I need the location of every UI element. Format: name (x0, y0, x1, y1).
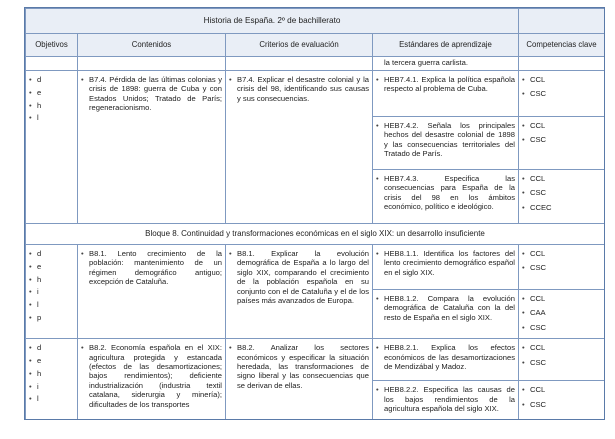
objetivo-item: • e (29, 356, 74, 365)
competencias-cell (519, 290, 605, 339)
competencia-item: • CSC (522, 135, 601, 144)
competencia-item: • CSC (522, 323, 601, 332)
criterio-text: • B7.4. Explicar el desastre colonial y la crisis del 98, identificando sus causas y sus consecuencias. (229, 75, 369, 103)
criterio-text: • B8.2. Analizar los sectores económicos y especificar la situación heredada, las transformaciones de signo liberal y las consecuencias que se derivan de ellas. (229, 343, 369, 390)
cont-criterios (226, 57, 373, 71)
estandar-cell (373, 290, 519, 339)
col-header-objetivos: Objetivos (26, 34, 78, 57)
table-title-blank (519, 9, 605, 34)
col-header-estandares: Estándares de aprendizaje (373, 34, 519, 57)
competencia-item: • CSC (522, 263, 601, 272)
cont-objetivos (26, 57, 78, 71)
objetivo-item: • d (29, 343, 74, 352)
competencia-item: • CCL (522, 75, 601, 84)
b7-objetivos (26, 71, 78, 224)
competencia-item: • CSC (522, 89, 601, 98)
estandar-text: • HEB7.4.1. Explica la política española respecto al problema de Cuba. (376, 75, 515, 94)
competencia-item: • CCL (522, 174, 601, 183)
competencia-item: • CSC (522, 188, 601, 197)
competencias-cell (519, 381, 605, 420)
curriculum-table-frame (24, 7, 605, 420)
cont-estandar-text: la tercera guerra carlista. (373, 57, 519, 71)
b7-criterios (226, 71, 373, 224)
contenido-text: • B7.4. Pérdida de las últimas colonias y crisis de 1898: guerra de Cuba y con Estados Unidos; Tratado de París; regeneracionismo. (81, 75, 222, 113)
competencias-cell (519, 339, 605, 381)
estandar-cell (373, 339, 519, 381)
objetivo-item: • h (29, 275, 74, 284)
b7-contenidos (78, 71, 226, 224)
estandar-text: • HEB8.2.2. Especifica las causas de los bajos rendimientos de la agricultura española del siglo XIX. (376, 385, 515, 413)
objetivo-item: • e (29, 88, 74, 97)
b81-objetivos (26, 245, 78, 339)
estandar-text: • HEB7.4.2. Señala los principales hechos del desastre colonial de 1898 y las consecuencias territoriales del Tratado de París. (376, 121, 515, 159)
estandar-cell (373, 170, 519, 224)
objetivo-item: • l (29, 300, 74, 309)
objetivo-item: • h (29, 101, 74, 110)
competencia-item: • CSC (522, 400, 601, 409)
block-8-title: Bloque 8. Continuidad y transformaciones económicas en el siglo XIX: un desarrollo insuficiente (26, 224, 605, 245)
cont-competencias (519, 57, 605, 71)
objetivo-item: • p (29, 313, 74, 322)
col-header-criterios: Criterios de evaluación (226, 34, 373, 57)
competencias-cell (519, 117, 605, 170)
table-title: Historia de España. 2º de bachillerato (26, 9, 519, 34)
estandar-text: • HEB8.1.1. Identifica los factores del lento crecimiento demográfico español en el siglo XIX. (376, 249, 515, 277)
competencia-item: • CCL (522, 343, 601, 352)
objetivo-item: • d (29, 249, 74, 258)
competencias-cell (519, 170, 605, 224)
cont-contenidos (78, 57, 226, 71)
objetivo-item: • l (29, 113, 74, 122)
competencia-item: • CCL (522, 249, 601, 258)
objetivo-item: • e (29, 262, 74, 271)
competencia-item: • CCL (522, 121, 601, 130)
estandar-text: • HEB8.2.1. Explica los efectos económicos de las desamortizaciones de Mendizábal y Madoz. (376, 343, 515, 371)
estandar-cell (373, 381, 519, 420)
estandar-cell (373, 71, 519, 117)
criterio-text: • B8.1. Explicar la evolución demográfica de España a lo largo del siglo XIX, comparando el crecimiento de la población española en su conjunto con el de Cataluña y el de los países más avanzados de Europa. (229, 249, 369, 305)
objetivo-item: • d (29, 75, 74, 84)
b82-objetivos (26, 339, 78, 420)
objetivo-item: • i (29, 382, 74, 391)
b82-contenidos (78, 339, 226, 420)
objetivo-item: • h (29, 369, 74, 378)
competencia-item: • CCEC (522, 203, 601, 212)
contenido-text: • B8.2. Economía española en el XIX: agricultura protegida y estancada (efectos de las desamortizaciones; bajos rendimientos); deficiente industrialización (industria textil catalana, siderurgia y minería); dificultades de los transportes (81, 343, 222, 409)
competencia-item: • CCL (522, 294, 601, 303)
b81-criterios (226, 245, 373, 339)
objetivo-item: • i (29, 287, 74, 296)
col-header-competencias: Competencias clave (519, 34, 605, 57)
competencia-item: • CAA (522, 308, 601, 317)
competencias-cell (519, 71, 605, 117)
col-header-contenidos: Contenidos (78, 34, 226, 57)
competencias-cell (519, 245, 605, 290)
curriculum-table (25, 8, 605, 420)
objetivo-item: • l (29, 394, 74, 403)
contenido-text: • B8.1. Lento crecimiento de la población: mantenimiento de un régimen demográfico antiguo; excepción de Cataluña. (81, 249, 222, 287)
competencia-item: • CSC (522, 358, 601, 367)
b81-contenidos (78, 245, 226, 339)
estandar-text: • HEB8.1.2. Compara la evolución demográfica de Cataluña con la del resto de España en el siglo XIX. (376, 294, 515, 322)
estandar-cell (373, 245, 519, 290)
estandar-cell (373, 117, 519, 170)
b82-criterios (226, 339, 373, 420)
competencia-item: • CCL (522, 385, 601, 394)
estandar-text: • HEB7.4.3. Especifica las consecuencias para España de la crisis del 98 en los ámbitos económico, político e ideológico. (376, 174, 515, 212)
